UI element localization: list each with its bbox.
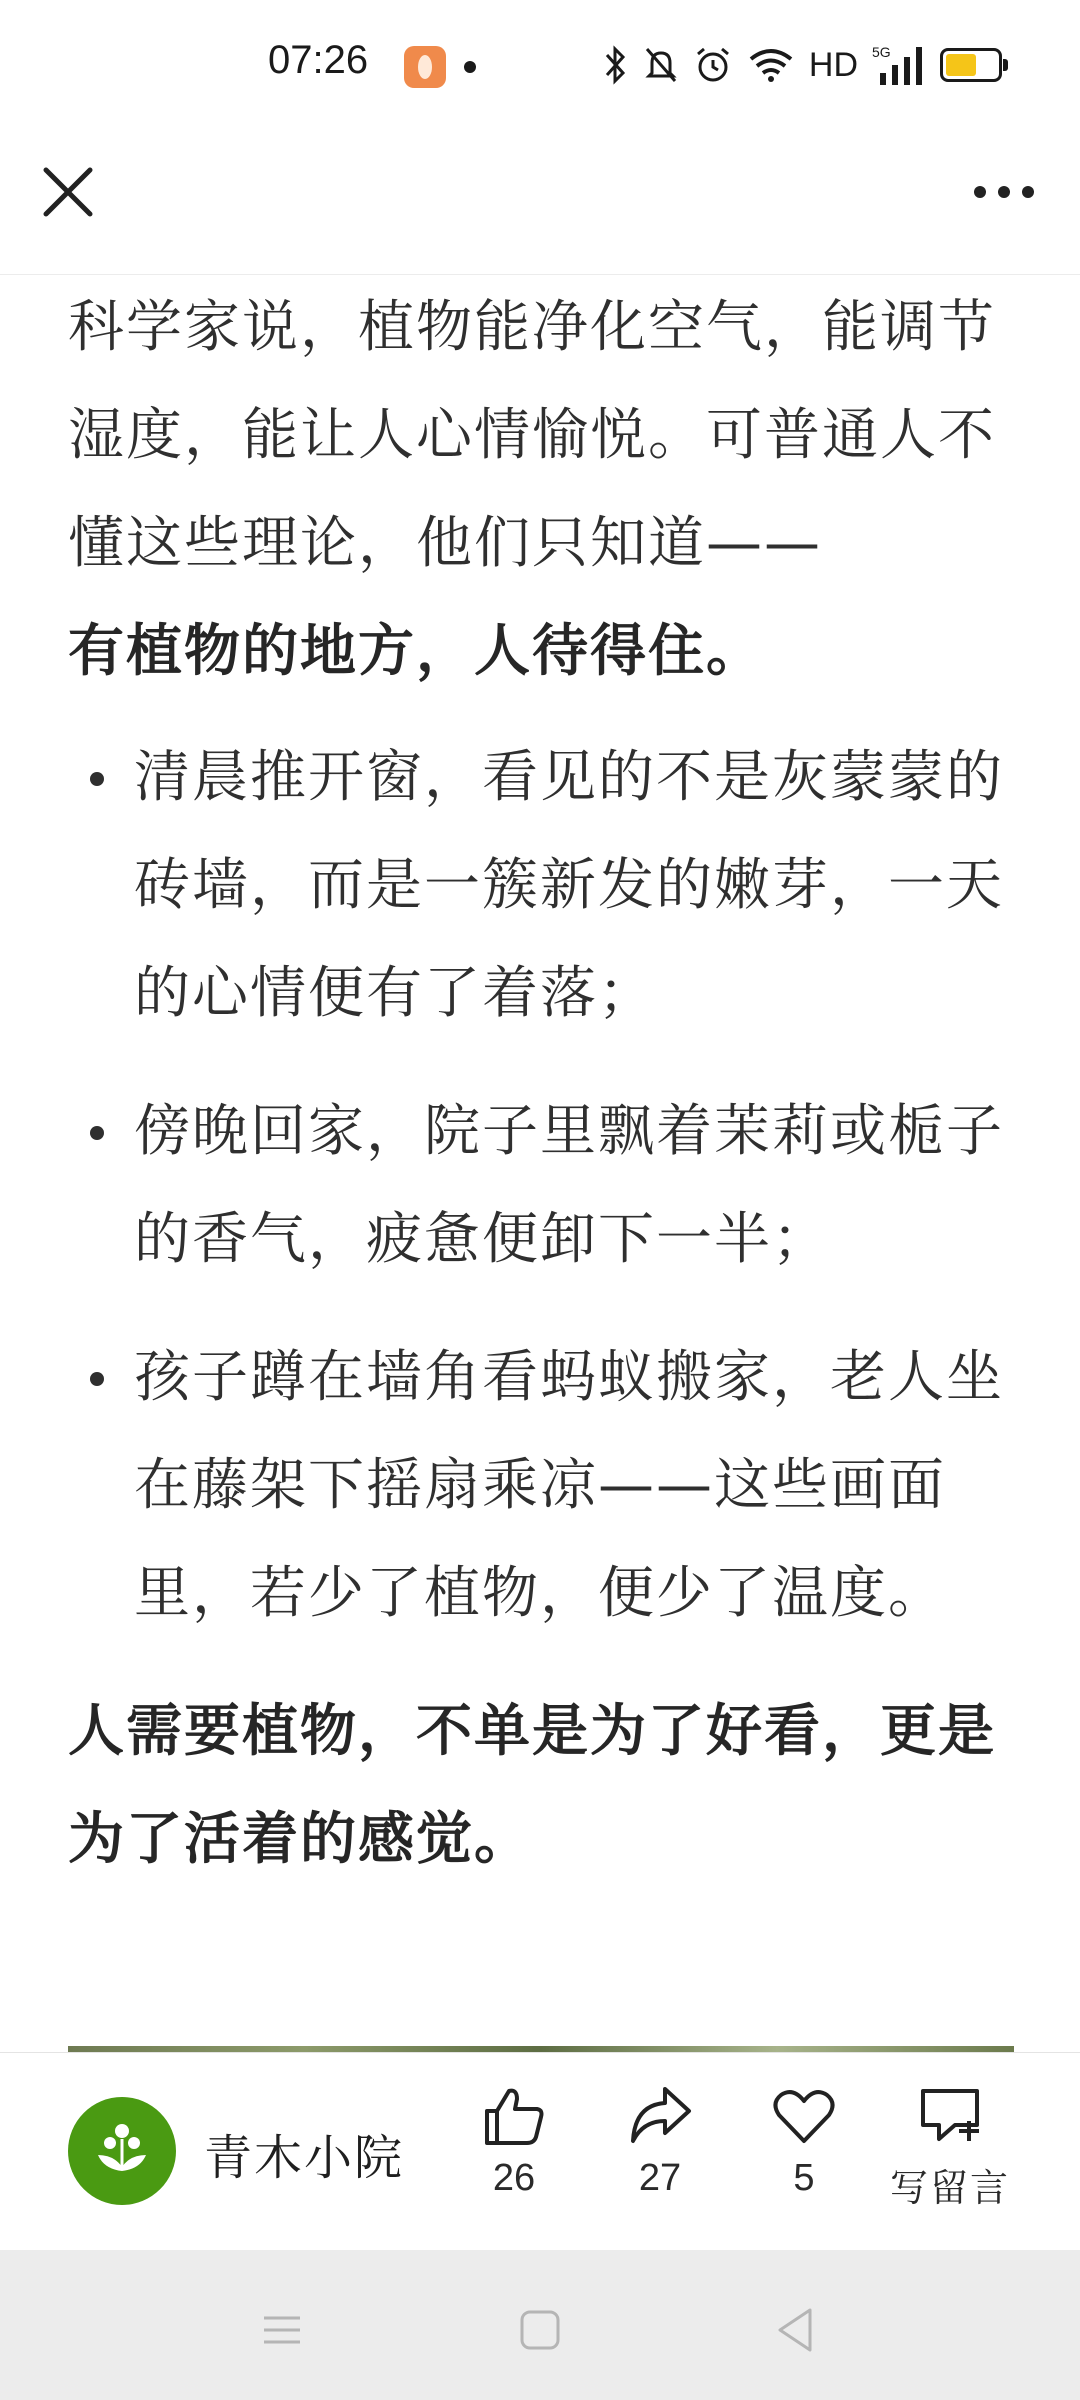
paragraph-text: 科学家说，植物能净化空气，能调节湿度，能让人心情愉悦。可普通人不懂这些理论，他们只知道—— (68, 295, 996, 576)
close-button[interactable] (36, 160, 100, 224)
app-badge-icon (404, 46, 446, 88)
article-paragraph (68, 274, 1008, 706)
notification-dot-icon (464, 61, 476, 73)
menu-icon (252, 2300, 312, 2360)
status-bar (0, 0, 1080, 130)
plant-logo-icon (68, 2097, 176, 2205)
alarm-icon (693, 45, 733, 85)
signal-icon (872, 43, 926, 87)
like-count: 26 (492, 2157, 536, 2199)
bullet-list (68, 724, 1008, 1648)
action-bar (0, 2052, 1080, 2251)
comment-label: 写留言 (889, 2166, 1010, 2210)
bullet-item: 傍晚回家，院子里飘着茉莉或栀子的香气，疲惫便卸下一半； (68, 1078, 1008, 1294)
wifi-icon (747, 45, 795, 85)
thumbs-up-icon (481, 2083, 547, 2149)
more-button[interactable] (964, 166, 1044, 218)
favorite-button[interactable] (734, 2083, 874, 2200)
bullet-item: 孩子蹲在墙角看蚂蚁搬家，老人坐在藤架下摇扇乘凉——这些画面里，若少了植物，便少了温度。 (68, 1324, 1008, 1648)
back-button[interactable] (766, 2300, 826, 2360)
share-icon (627, 2083, 693, 2149)
bullet-item: 清晨推开窗，看见的不是灰蒙蒙的砖墙，而是一簇新发的嫩芽，一天的心情便有了着落； (68, 724, 1008, 1048)
status-icons (601, 40, 1002, 90)
write-comment-icon (915, 2083, 985, 2149)
battery-icon (940, 48, 1002, 82)
comment-button[interactable] (880, 2083, 1020, 2212)
home-button[interactable] (510, 2300, 570, 2360)
share-count: 27 (638, 2157, 682, 2199)
paragraph-emphasis: 有植物的地方，人待得住。 (68, 619, 764, 684)
more-icon (964, 166, 1044, 218)
menu-button[interactable] (252, 2300, 312, 2360)
account-avatar[interactable] (68, 2097, 176, 2205)
network-type-label: HD (808, 45, 858, 84)
home-square-icon (510, 2300, 570, 2360)
system-nav-bar (0, 2250, 1080, 2400)
heart-icon (771, 2083, 837, 2149)
article-body (68, 274, 1008, 1894)
status-time: 07:26 (268, 38, 369, 82)
share-button[interactable] (590, 2083, 730, 2200)
account-name[interactable]: 青木小院 (204, 2130, 405, 2186)
like-button[interactable] (444, 2083, 584, 2200)
back-triangle-icon (766, 2300, 826, 2360)
favorite-count: 5 (793, 2157, 815, 2199)
signal-label: 5G (872, 44, 891, 60)
top-nav (0, 130, 1080, 275)
closing-paragraph: 人需要植物，不单是为了好看，更是为了活着的感觉。 (68, 1699, 996, 1872)
mute-bell-icon (643, 45, 679, 85)
bluetooth-icon (601, 45, 629, 85)
close-icon (36, 160, 100, 224)
